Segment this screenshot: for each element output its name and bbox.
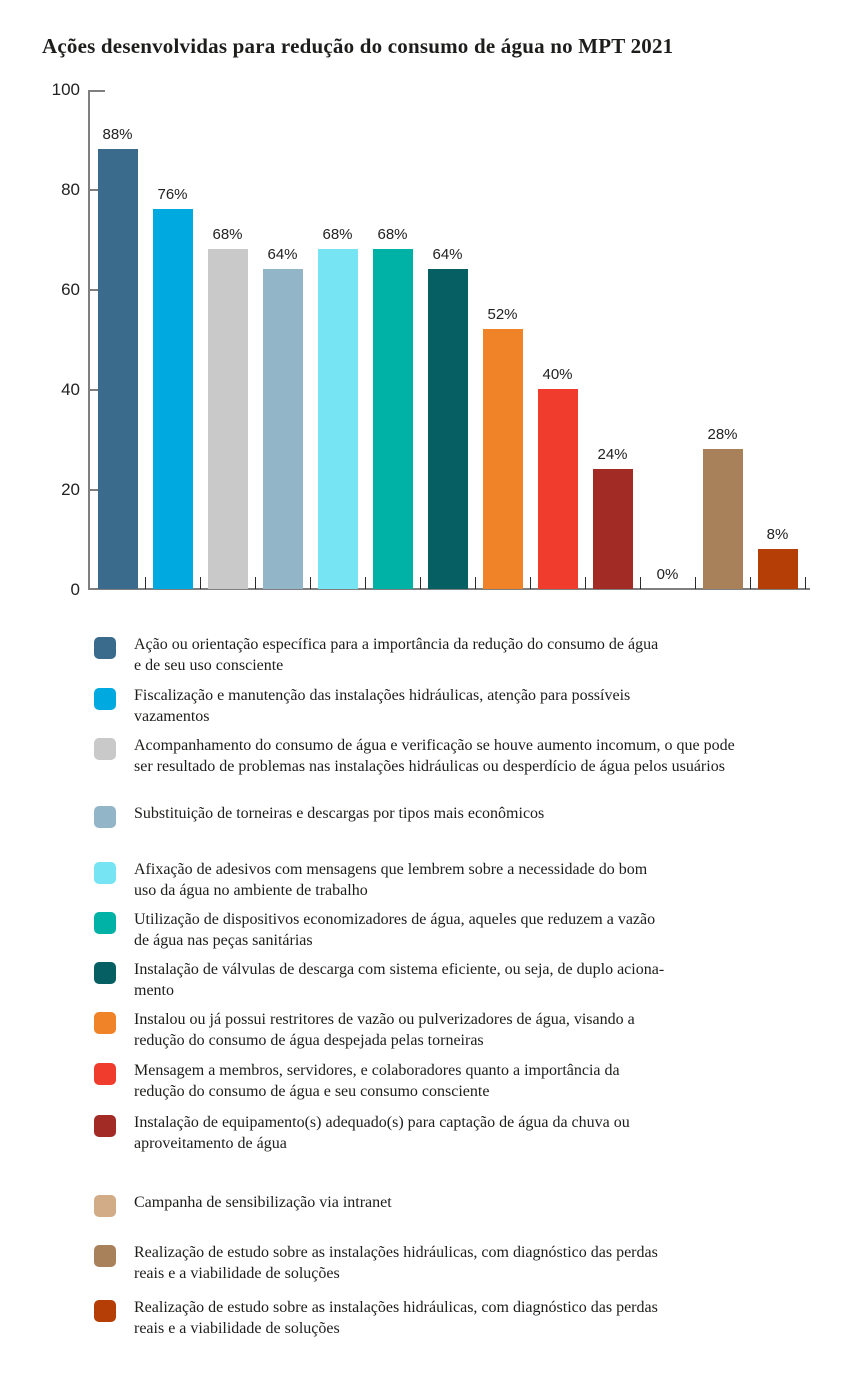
bar-value-label: 68% (377, 226, 408, 243)
bar-value-label: 28% (707, 426, 738, 443)
legend-swatch (94, 1012, 116, 1034)
legend-label (134, 1297, 658, 1339)
bar-value-label: 88% (102, 126, 133, 143)
legend-label-line: Realização de estudo sobre as instalações hidráulicas, com diagnóstico das perdas (134, 1244, 658, 1261)
legend-label (134, 1060, 620, 1102)
bar-value-label: 64% (267, 246, 298, 263)
bar-value-label: 68% (322, 226, 353, 243)
legend-label (134, 1009, 635, 1051)
legend-label (134, 909, 655, 951)
legend-label-line: reais e a viabilidade de soluções (134, 1320, 340, 1337)
bar-value-label: 76% (157, 186, 188, 203)
legend-swatch (94, 1115, 116, 1137)
legend-swatch (94, 637, 116, 659)
y-axis-tick-label: 80 (61, 180, 80, 199)
legend-swatch (94, 738, 116, 760)
bar-value-label: 68% (212, 226, 243, 243)
legend-swatch (94, 688, 116, 710)
bar-value-label: 24% (597, 446, 628, 463)
legend-label (134, 959, 664, 1001)
y-axis-tick-label: 60 (61, 280, 80, 299)
legend-label-line: Ação ou orientação específica para a importância da redução do consumo de água (134, 636, 659, 653)
legend-label-line: Instalação de válvulas de descarga com sistema eficiente, ou seja, de duplo aciona- (134, 961, 665, 978)
legend-label-line: mento (134, 982, 174, 999)
legend-swatch (94, 862, 116, 884)
legend-label-line: uso da água no ambiente de trabalho (134, 882, 368, 899)
legend-label-line: Realização de estudo sobre as instalações hidráulicas, com diagnóstico das perdas (134, 1299, 658, 1316)
legend-label-line: redução do consumo de água e seu consumo consciente (134, 1083, 490, 1100)
legend-label-line: e de seu uso consciente (134, 657, 284, 674)
legend-label-line: de água nas peças sanitárias (134, 932, 313, 949)
bar-value-label: 0% (656, 566, 679, 583)
legend-label-line: Mensagem a membros, servidores, e colaboradores quanto a importância da (134, 1062, 620, 1079)
legend-swatch (94, 1063, 116, 1085)
bar-value-label: 64% (432, 246, 463, 263)
legend-label (134, 634, 658, 676)
legend-label-line: Fiscalização e manutenção das instalações hidráulicas, atenção para possíveis (134, 687, 631, 704)
legend-label-line: aproveitamento de água (134, 1135, 287, 1152)
legend-swatch (94, 1195, 116, 1217)
legend-label (134, 735, 735, 777)
chart-title: Ações desenvolvidas para redução do consumo de água no MPT 2021 (42, 34, 674, 58)
bar-value-label: 52% (487, 306, 518, 323)
legend-label (134, 1192, 392, 1213)
legend-swatch (94, 1245, 116, 1267)
legend-label-line: ser resultado de problemas nas instalações hidráulicas ou desperdício de água pelos usuários (134, 758, 725, 775)
legend-label (134, 685, 630, 727)
legend-swatch (94, 962, 116, 984)
legend-label-line: Instalação de equipamento(s) adequado(s) para captação de água da chuva ou (134, 1114, 630, 1131)
y-axis-tick-label: 40 (61, 380, 80, 399)
legend-swatch (94, 1300, 116, 1322)
legend-label-line: Substituição de torneiras e descargas por tipos mais econômicos (134, 805, 545, 822)
legend-label-line: Utilização de dispositivos economizadores de água, aqueles que reduzem a vazão (134, 911, 656, 928)
legend-label-line: Acompanhamento do consumo de água e verificação se houve aumento incomum, o que pode (134, 737, 735, 754)
bar-value-label: 8% (766, 526, 789, 543)
y-axis-tick-label: 100 (51, 80, 80, 99)
y-axis-tick-label: 0 (70, 580, 80, 599)
legend-label (134, 1242, 658, 1284)
legend-label (134, 803, 544, 824)
bar-value-label: 40% (542, 366, 573, 383)
legend-label-line: redução do consumo de água despejada pelas torneiras (134, 1032, 484, 1049)
legend-swatch (94, 912, 116, 934)
legend-label (134, 1112, 630, 1154)
legend-label-line: Instalou ou já possui restritores de vazão ou pulverizadores de água, visando a (134, 1011, 635, 1028)
legend-swatch (94, 806, 116, 828)
legend-label-line: Afixação de adesivos com mensagens que lembrem sobre a necessidade do bom (134, 861, 648, 878)
legend-label-line: reais e a viabilidade de soluções (134, 1265, 340, 1282)
legend-label-line: Campanha de sensibilização via intranet (134, 1194, 392, 1211)
legend-label (134, 859, 647, 901)
y-axis-tick-label: 20 (61, 480, 80, 499)
legend-label-line: vazamentos (134, 708, 210, 725)
